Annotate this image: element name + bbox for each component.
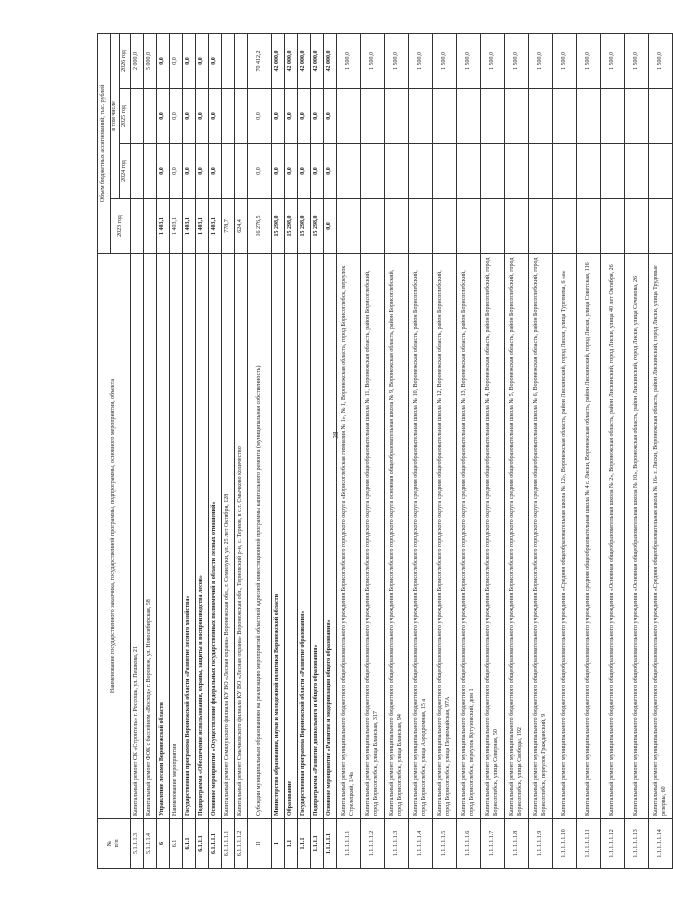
row-value-2 — [337, 89, 361, 144]
row-number: 5.1.1.1.3 — [131, 819, 144, 869]
row-value-2 — [131, 89, 144, 144]
table-body — [131, 33, 673, 868]
row-value-1: 0,0 — [324, 144, 337, 199]
header-year-2: 2025 год — [120, 89, 131, 144]
row-value-0 — [505, 199, 529, 254]
row-value-2: 0,0 — [248, 89, 272, 144]
row-name: Министерство образования, науки и молодежной политики Воронежской области — [272, 254, 285, 819]
row-value-3: 70 412,2 — [248, 33, 272, 88]
row-value-0: 0,0 — [324, 199, 337, 254]
row-value-0: 15 298,0 — [285, 199, 298, 254]
row-value-3: 0,0 — [196, 33, 209, 88]
table-row — [649, 33, 673, 868]
row-value-1 — [409, 144, 433, 199]
row-value-1: 0,0 — [298, 144, 311, 199]
row-value-3: 42 000,0 — [272, 33, 285, 88]
table-row — [311, 33, 324, 868]
row-value-3: 42 000,0 — [311, 33, 324, 88]
row-name: Капитальный ремонт муниципального бюджетного общеобразовательного учреждения Борисоглебского городского округа средняя общеобразовательная школа № 4, Воронежская область, район Борисоглебский, город Борисоглебск, улица Северная, 50 — [481, 254, 505, 819]
rotated-table-wrapper — [97, 34, 667, 869]
row-value-3: 1 500,0 — [649, 33, 673, 88]
table-row — [601, 33, 625, 868]
table-row — [481, 33, 505, 868]
row-value-2: 0,0 — [272, 89, 285, 144]
row-value-1 — [385, 144, 409, 199]
row-value-1 — [222, 144, 235, 199]
row-value-0 — [601, 199, 625, 254]
row-value-3: 1 500,0 — [361, 33, 385, 88]
row-value-1 — [144, 144, 157, 199]
row-name: Подпрограмма «Обеспечение использования, охраны, защиты и воспроизводства лесов» — [196, 254, 209, 819]
row-number: 1 — [272, 819, 285, 869]
row-value-0: 1 403,1 — [196, 199, 209, 254]
header-year-3: 2026 год — [120, 33, 131, 88]
row-number: 1.1.1.1.1.7 — [481, 819, 505, 869]
row-value-0: 1 403,1 — [170, 199, 183, 254]
row-name: Капитальный ремонт муниципального бюджетного общеобразовательного учреждения Борисоглебского городского округа средняя общеобразовательная школа № 6, Воронежская область, район Борисоглебский, город Борисоглебск, переулок Гражданский, 9 — [529, 254, 553, 819]
row-number: 1.1.1.1.1.3 — [385, 819, 409, 869]
row-number: 6 — [157, 819, 170, 869]
table-row — [183, 33, 196, 868]
row-value-2 — [529, 89, 553, 144]
row-value-2 — [457, 89, 481, 144]
row-value-3: 1 500,0 — [577, 33, 601, 88]
row-value-1 — [457, 144, 481, 199]
table-row — [385, 33, 409, 868]
table-row — [222, 33, 235, 868]
row-name: Капитальный ремонт муниципального бюджетного общеобразовательного учреждения средняя общеобразовательная школа № 4 г. Лиски, Воронежская область, район Лискинский, город Лиски, улица Советская, 116 — [577, 254, 601, 819]
row-value-0: 1 403,1 — [209, 199, 222, 254]
row-value-1 — [625, 144, 649, 199]
row-value-3: 42 000,0 — [298, 33, 311, 88]
row-number: 1.1.1.1.1.4 — [409, 819, 433, 869]
row-number: 1.1 — [285, 819, 298, 869]
table-row — [196, 33, 209, 868]
row-value-2 — [553, 89, 577, 144]
row-value-1 — [577, 144, 601, 199]
row-name: Управление лесами Воронежской области — [157, 254, 170, 819]
row-value-1: 0,0 — [311, 144, 324, 199]
table-row — [209, 33, 222, 868]
row-value-3 — [222, 33, 235, 88]
row-value-2: 0,0 — [209, 89, 222, 144]
row-value-3: 1 500,0 — [385, 33, 409, 88]
row-value-0 — [385, 199, 409, 254]
row-value-1: 0,0 — [157, 144, 170, 199]
row-value-1: 0,0 — [248, 144, 272, 199]
row-value-1: 0,0 — [170, 144, 183, 199]
row-value-1: 0,0 — [272, 144, 285, 199]
table-row — [577, 33, 601, 868]
row-value-0 — [361, 199, 385, 254]
row-value-2: 0,0 — [196, 89, 209, 144]
row-value-3: 0,0 — [209, 33, 222, 88]
row-value-1 — [529, 144, 553, 199]
row-name: Субсидии муниципальным образованиям на реализацию мероприятий областной адресной инвестиционной программы капитального ремонта (муниципальная собственность) — [248, 254, 272, 819]
row-value-2: 0,0 — [285, 89, 298, 144]
row-value-0 — [625, 199, 649, 254]
row-name: Основное мероприятие «Развитие и модернизация общего образования» — [324, 254, 337, 819]
row-number: 1.1.1.1.1.12 — [601, 819, 625, 869]
table-row — [361, 33, 385, 868]
row-value-2: 0,0 — [157, 89, 170, 144]
row-number: 6.1.1.1.1 — [209, 819, 222, 869]
row-name: Государственная программа Воронежской области «Развитие образования» — [298, 254, 311, 819]
page-number: 38 — [332, 431, 340, 439]
row-number: 5.1.1.1.4 — [144, 819, 157, 869]
row-value-0: 15 298,0 — [272, 199, 285, 254]
row-value-0 — [433, 199, 457, 254]
row-number: 1.1.1.1.1.8 — [505, 819, 529, 869]
row-value-1 — [553, 144, 577, 199]
row-value-2 — [505, 89, 529, 144]
row-number: 6.1 — [170, 819, 183, 869]
row-value-0 — [131, 199, 144, 254]
row-value-0: 15 298,0 — [298, 199, 311, 254]
header-in-that-number: в том числе — [111, 33, 120, 198]
row-value-0: 624,4 — [235, 199, 248, 254]
table-row — [529, 33, 553, 868]
row-name: Капитальный ремонт муниципального бюджетного общеобразовательного учреждения Борисоглебского городского округа средняя общеобразовательная школа № 10, Воронежская область, район Борисоглебский, город Борисоглебск, улица Аэродромная, 15 а — [409, 254, 433, 819]
header-year-0: 2023 год — [111, 199, 131, 254]
table-row — [248, 33, 272, 868]
row-value-2 — [222, 89, 235, 144]
row-name: Капитальный ремонт муниципального бюджетного общеобразовательного учреждения «Средняя общеобразовательная школа № 16» г. Лиски, Воронежская область, район Лискинский, город Лиски, улица Трудовые резервы, 60 — [649, 254, 673, 819]
table-row — [298, 33, 311, 868]
row-value-2: 0,0 — [311, 89, 324, 144]
row-value-3: 1 500,0 — [409, 33, 433, 88]
table-row — [144, 33, 157, 868]
row-value-3 — [235, 33, 248, 88]
row-value-2 — [625, 89, 649, 144]
row-name: Капитальный ремонт Семилукского филиала КУ ВО «Лесная охрана» Воронежская обл., г. Семилуки, ул. 25 лет Октября, 128 — [222, 254, 235, 819]
row-number: 1.1.1.1.1.9 — [529, 819, 553, 869]
row-value-2 — [601, 89, 625, 144]
table-row — [170, 33, 183, 868]
row-value-3: 1 500,0 — [529, 33, 553, 88]
row-value-1 — [235, 144, 248, 199]
row-name: Капитальный ремонт муниципального бюджетного общеобразовательного учреждения «Средняя общеобразовательная школа № 12», Воронежская область, район Лискинский, город Лиски, улица Тургенева, 6 «а» — [553, 254, 577, 819]
row-value-3: 42 000,0 — [285, 33, 298, 88]
row-value-2 — [409, 89, 433, 144]
row-value-1 — [131, 144, 144, 199]
row-value-2: 0,0 — [170, 89, 183, 144]
row-number: 1.1.1 — [298, 819, 311, 869]
row-name: Капитальный ремонт муниципального бюджетного общеобразовательного учреждения Борисоглебского городского округа средняя общеобразовательная школа № 12, Воронежская область, район Борисоглебский, город Борисоглебск, улица Первомайская, 97А — [433, 254, 457, 819]
header-row — [98, 33, 111, 868]
row-value-3: 42 000,0 — [324, 33, 337, 88]
row-value-3: 1 500,0 — [505, 33, 529, 88]
row-number: 1.1.1.1.1.2 — [361, 819, 385, 869]
row-value-0 — [577, 199, 601, 254]
table-row — [285, 33, 298, 868]
header-num: № п/п — [98, 819, 131, 869]
row-value-1 — [337, 144, 361, 199]
row-name: Капитальный ремонт СК «Строитель» г. Россошь, ул. Пешкова, 21 — [131, 254, 144, 819]
row-value-0: 16 276,5 — [248, 199, 272, 254]
row-value-0: 15 298,0 — [311, 199, 324, 254]
row-value-3: 1 500,0 — [433, 33, 457, 88]
row-value-1 — [601, 144, 625, 199]
row-value-3: 0,0 — [157, 33, 170, 88]
table-row — [505, 33, 529, 868]
row-value-1: 0,0 — [196, 144, 209, 199]
row-number: 6.1.1.1.1.1 — [222, 819, 235, 869]
row-name: Наименование мероприятия — [170, 254, 183, 819]
row-value-3: 1 500,0 — [337, 33, 361, 88]
row-value-1 — [481, 144, 505, 199]
row-name: Капитальный ремонт ФОК с бассейном «Восход» г. Воронеж, ул. Новосибирская, 58 — [144, 254, 157, 819]
row-value-3: 1 500,0 — [553, 33, 577, 88]
funding-table — [97, 33, 673, 869]
row-number: 1.1.1.1.1 — [324, 819, 337, 869]
row-value-2 — [385, 89, 409, 144]
table-row — [235, 33, 248, 868]
table-row — [625, 33, 649, 868]
row-value-0: 778,7 — [222, 199, 235, 254]
row-value-1: 0,0 — [183, 144, 196, 199]
table-row — [457, 33, 481, 868]
row-value-0 — [409, 199, 433, 254]
header-name: Наименование государственного заказчика, государственной программы, подпрограммы, основного мероприятия, объекта — [98, 254, 131, 819]
row-number: 1.1.1.1.1.1 — [337, 819, 361, 869]
row-value-2 — [235, 89, 248, 144]
row-value-0 — [649, 199, 673, 254]
row-value-3: 2 000,0 — [131, 33, 144, 88]
row-value-0: 1 403,1 — [183, 199, 196, 254]
row-value-1 — [361, 144, 385, 199]
row-value-0 — [337, 199, 361, 254]
table-row — [272, 33, 285, 868]
row-value-3: 0,0 — [170, 33, 183, 88]
row-value-0 — [457, 199, 481, 254]
row-value-1 — [505, 144, 529, 199]
row-value-1: 0,0 — [209, 144, 222, 199]
row-name: Капитальный ремонт муниципального бюджетного общеобразовательного учреждения «Основная общеобразовательная школа № 10», Воронежская область, район Лискинский, город Лиски, улица Сеченова, 26 — [625, 254, 649, 819]
row-name: Капитальный ремонт Смычковского филиала КУ ВО «Лесная охрана» Воронежская обл., Терновский р-н, с. Тернов, в с.т. Смычково количество — [235, 254, 248, 819]
row-number: 1.1.1.1.1.11 — [577, 819, 601, 869]
row-value-1 — [649, 144, 673, 199]
row-value-2: 0,0 — [298, 89, 311, 144]
row-value-2 — [433, 89, 457, 144]
row-number: 1.1.1.1.1.10 — [553, 819, 577, 869]
row-number: 1.1.1.1.1.13 — [625, 819, 649, 869]
header-year-1: 2024 год — [120, 144, 131, 199]
row-value-0 — [529, 199, 553, 254]
row-value-2 — [649, 89, 673, 144]
row-value-2 — [361, 89, 385, 144]
table-row — [433, 33, 457, 868]
row-name: Капитальный ремонт муниципального бюджетного общеобразовательного учреждения Борисоглебского городского округа средняя общеобразовательная школа № 5, Воронежская область, район Борисоглебский, город Борисоглебск, улица Свободы, 192 — [505, 254, 529, 819]
row-name: Государственная программа Воронежской области «Развитие лесного хозяйства» — [183, 254, 196, 819]
row-value-1 — [433, 144, 457, 199]
row-name: Подпрограмма «Развитие дошкольного и общего образования» — [311, 254, 324, 819]
row-number: 1.1.1.1 — [311, 819, 324, 869]
row-name: Капитальный ремонт муниципального бюджетного общеобразовательного учреждения Борисоглебского городского округа основная общеобразовательная школа № 9, Воронежская область, район Борисоглебский, город Борисоглебск, улица Бланская, 94 — [385, 254, 409, 819]
table-row — [131, 33, 144, 868]
row-number: II — [248, 819, 272, 869]
row-number: 6.1.1.1.1.2 — [235, 819, 248, 869]
row-value-2 — [144, 89, 157, 144]
row-value-3: 1 500,0 — [625, 33, 649, 88]
row-value-3: 0,0 — [183, 33, 196, 88]
row-name: Капитальный ремонт муниципального бюджетного общеобразовательного учреждения «Основная общеобразовательная школа № 2», Воронежская область, район Лискинский, город Лиски, улица 40 лет Октября, 26 — [601, 254, 625, 819]
row-value-2 — [481, 89, 505, 144]
row-number: 6.1.1.1 — [196, 819, 209, 869]
row-name: Образование — [285, 254, 298, 819]
table-row — [337, 33, 361, 868]
row-number: 1.1.1.1.1.6 — [457, 819, 481, 869]
row-number: 1.1.1.1.1.14 — [649, 819, 673, 869]
row-name: Капитальный ремонт муниципального бюджетного общеобразовательного учреждения Борисоглебского городского округа средняя общеобразовательная школа № 13, Воронежская область, район Борисоглебский, город Борисоглебск, переулок Кутузовский, дом 1 — [457, 254, 481, 819]
table-row — [157, 33, 170, 868]
row-name: Основное мероприятие «Осуществление федеральных государственных полномочий в области лесных отношений» — [209, 254, 222, 819]
table-row — [553, 33, 577, 868]
row-value-0 — [144, 199, 157, 254]
row-name: Капитальный ремонт муниципального бюджетного общеобразовательного учреждения Борисоглебского городского округа средняя общеобразовательная школа № 11, Воронежская область, район Борисоглебский, город Борисоглебск, улица Бланская, 317 — [361, 254, 385, 819]
row-number: 6.1.1 — [183, 819, 196, 869]
row-value-1: 0,0 — [285, 144, 298, 199]
row-value-3: 1 500,0 — [481, 33, 505, 88]
header-funding: Объем бюджетных ассигнований, тыс. рублей — [98, 33, 111, 253]
row-name: Капитальный ремонт муниципального бюджетного общеобразовательного учреждения Борисоглебского городского округа «Борисоглебская гимназия № 1», № 1, Воронежская область, город Борисоглебск, переулок Стрелецкий, 1/4а — [337, 254, 361, 819]
row-value-0: 1 403,1 — [157, 199, 170, 254]
row-value-2 — [577, 89, 601, 144]
row-value-2: 0,0 — [324, 89, 337, 144]
row-value-2: 0,0 — [183, 89, 196, 144]
row-value-0 — [481, 199, 505, 254]
row-value-0 — [553, 199, 577, 254]
row-value-3: 1 500,0 — [457, 33, 481, 88]
table-row — [409, 33, 433, 868]
row-number: 1.1.1.1.1.5 — [433, 819, 457, 869]
row-value-3: 5 000,0 — [144, 33, 157, 88]
row-value-3: 1 500,0 — [601, 33, 625, 88]
table-row — [324, 33, 337, 868]
